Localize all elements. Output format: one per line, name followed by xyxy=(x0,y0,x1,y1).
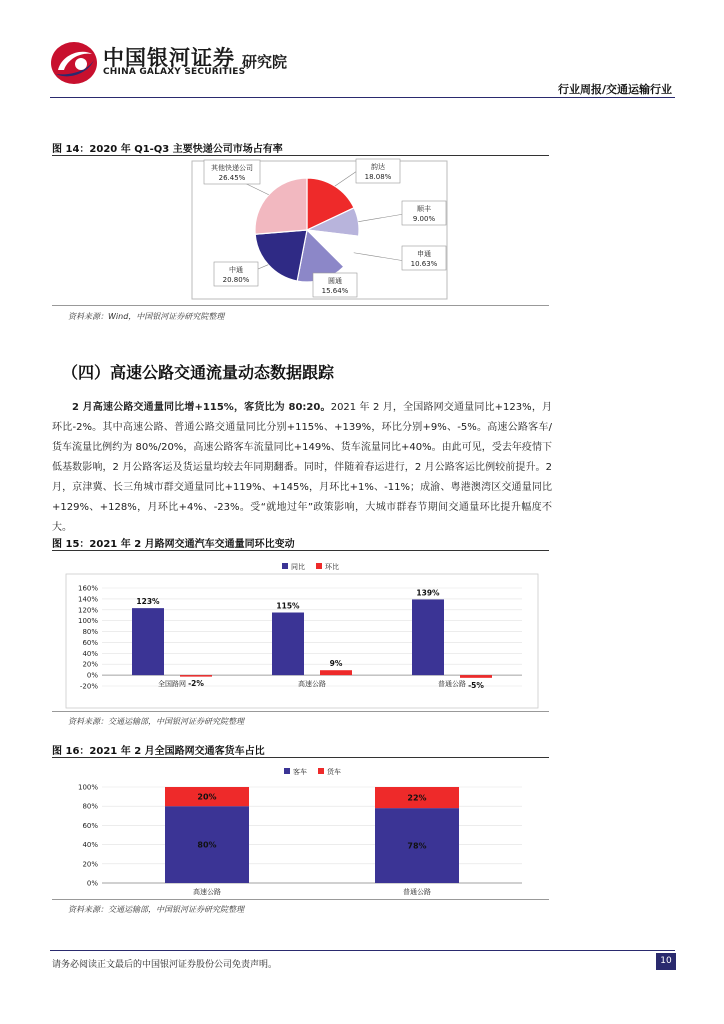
report-type: 行业周报/交通运输行业 xyxy=(557,83,672,96)
bar-data-label: -5% xyxy=(468,680,484,690)
figure16-bottom-rule xyxy=(52,899,549,900)
pie-slice-5 xyxy=(255,178,307,234)
figure16-top-rule xyxy=(52,757,549,758)
y-tick-label: 80% xyxy=(82,802,98,811)
stacked-bar-chart xyxy=(52,759,549,899)
figure14-bottom-rule xyxy=(52,305,549,306)
pie-leader-0 xyxy=(335,171,357,186)
y-tick-label: 100% xyxy=(77,617,98,626)
pie-label-name: 顺丰 xyxy=(417,205,431,213)
figure15-title: 图 15：2021 年 2 月路网交通汽车交通量同环比变动 xyxy=(52,539,295,550)
bar-0-2 xyxy=(412,599,444,675)
figure14-source: 资料来源：Wind，中国银河证券研究院整理 xyxy=(68,312,225,321)
legend-label: 同比 xyxy=(291,563,305,571)
bar-data-label: 123% xyxy=(136,597,160,607)
x-tick-label: 全国路网 xyxy=(158,680,186,689)
legend-swatch-1 xyxy=(316,563,322,569)
y-tick-label: 60% xyxy=(82,638,98,647)
section-heading: （四）高速公路交通流量动态数据跟踪 xyxy=(62,363,335,382)
company-name-en: CHINA GALAXY SECURITIES xyxy=(103,67,246,77)
bar-0-0 xyxy=(132,608,164,675)
figure14-title: 图 14：2020 年 Q1-Q3 主要快递公司市场占有率 xyxy=(52,144,283,155)
footer-disclaimer: 请务必阅读正文最后的中国银河证券股份公司免责声明。 xyxy=(52,960,278,970)
x-tick-label: 高速公路 xyxy=(298,680,326,689)
footer-divider xyxy=(50,950,675,951)
pie-label-value: 9.00% xyxy=(412,215,436,223)
y-tick-label: 0% xyxy=(86,671,98,680)
y-tick-label: 20% xyxy=(82,860,98,869)
legend-label: 客车 xyxy=(293,768,307,776)
figure16-source: 资料来源：交通运输部，中国银河证券研究院整理 xyxy=(68,905,244,914)
bar-0-1 xyxy=(272,613,304,676)
y-tick-label: 160% xyxy=(77,584,98,593)
x-tick-label: 普通公路 xyxy=(438,680,466,689)
legend-swatch-0 xyxy=(284,768,290,774)
company-name-cn: 中国银河证券 xyxy=(103,46,235,70)
pie-label-name: 申通 xyxy=(417,250,431,258)
stack-data-label: 20% xyxy=(197,792,217,802)
legend-label: 货车 xyxy=(327,768,341,776)
figure15-bottom-rule xyxy=(52,711,549,712)
y-tick-label: 40% xyxy=(82,649,98,658)
pie-label-value: 26.45% xyxy=(218,174,246,182)
stack-data-label: 80% xyxy=(197,840,217,850)
pie-label-name: 其他快递公司 xyxy=(211,164,253,172)
y-tick-label: 100% xyxy=(77,783,98,792)
pie-label-name: 圆通 xyxy=(328,277,342,285)
bar-data-label: 115% xyxy=(276,601,300,611)
y-tick-label: 60% xyxy=(82,821,98,830)
paragraph-body: 2021 年 2 月，全国路网交通量同比+123%，月环比-2%。其中高速公路、普通公路交通量同比分别+115%、+139%，环比分别+9%、-5%。高速公路客车/货车流量比例约为 80%/20%，高速公路客车流量同比+149%、货车流量同比+40%。由此可见，受去年疫情下低基数影响，2 月公路客运及货运量均较去年同期翻番。同时，伴随着春运进行，2 月公路客运比例较前提升。2 月，京津冀、长三角城市群交通量同比+119%、+145%，月环比+1%、-11%；成渝、粤港澳湾区交通量同比+129%、+128%，月环比+4%、-23%。受“就地过年”政策影响，大城市群春节期间交通量环比提升幅度不大。 xyxy=(52,402,552,533)
figure16-title: 图 16：2021 年 2 月全国路网交通客货车占比 xyxy=(52,746,265,757)
bar-data-label: -2% xyxy=(188,679,204,689)
figure15-top-rule xyxy=(52,550,549,551)
galaxy-logo-icon xyxy=(48,40,100,86)
bar-data-label: 9% xyxy=(329,659,343,669)
pie-leader-2 xyxy=(354,253,405,261)
stack-data-label: 78% xyxy=(407,841,427,851)
bar-chart xyxy=(52,552,549,710)
pie-label-name: 韵达 xyxy=(371,163,385,171)
legend-swatch-0 xyxy=(282,563,288,569)
institute-name: 研究院 xyxy=(242,53,288,71)
paragraph-lead: 2 月高速公路交通量同比增+115%，客货比为 80:20。 xyxy=(72,402,331,413)
stack-data-label: 22% xyxy=(407,793,427,803)
y-tick-label: 0% xyxy=(86,879,98,888)
x-tick-label: 高速公路 xyxy=(193,888,221,896)
bar-1-0 xyxy=(180,675,212,677)
legend-swatch-1 xyxy=(318,768,324,774)
pie-leader-1 xyxy=(358,214,404,222)
pie-chart xyxy=(52,157,549,305)
figure15-source: 资料来源：交通运输部，中国银河证券研究院整理 xyxy=(68,717,244,726)
pie-label-value: 10.63% xyxy=(410,260,438,268)
pie-label-value: 18.08% xyxy=(364,173,392,181)
y-tick-label: 40% xyxy=(82,841,98,850)
header-divider xyxy=(50,97,675,98)
y-tick-label: 140% xyxy=(77,595,98,604)
bar-data-label: 139% xyxy=(416,588,440,598)
y-tick-label: 80% xyxy=(82,628,98,637)
pie-label-value: 20.80% xyxy=(222,276,250,284)
y-tick-label: 20% xyxy=(82,660,98,669)
bar-1-2 xyxy=(460,675,492,678)
bar-1-1 xyxy=(320,670,352,675)
y-tick-label: 120% xyxy=(77,606,98,615)
pie-label-value: 15.64% xyxy=(321,287,349,295)
y-tick-label: -20% xyxy=(79,682,98,691)
figure14-top-rule xyxy=(52,155,549,156)
legend-label: 环比 xyxy=(325,563,339,571)
x-tick-label: 普通公路 xyxy=(403,888,431,896)
pie-label-name: 中通 xyxy=(229,266,243,274)
section-paragraph xyxy=(52,398,552,538)
page-number: 10 xyxy=(656,953,676,970)
pie-slice-4 xyxy=(255,230,307,281)
